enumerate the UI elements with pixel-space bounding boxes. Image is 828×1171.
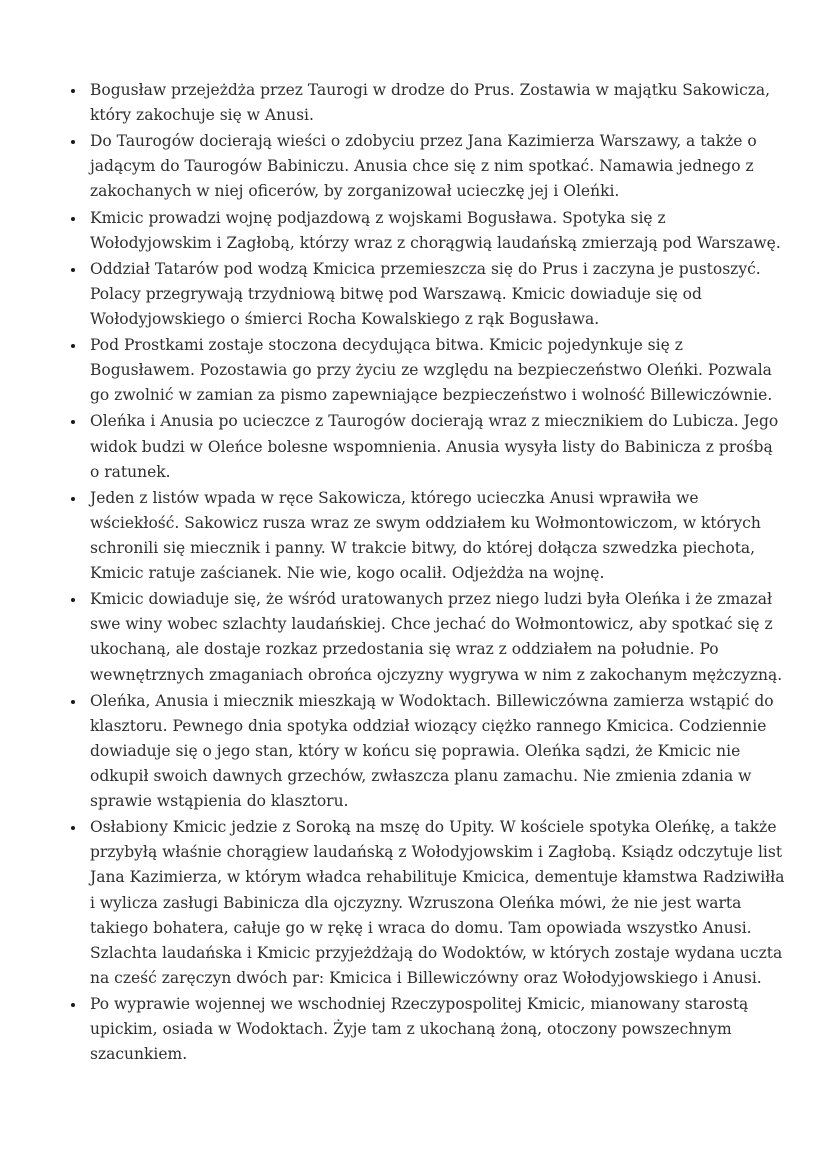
- list-item: • Kmicic prowadzi wojnę podjazdową z wojskami Bogusława. Spotyka się z Wołodyjowskim i Zagłobą, którzy wraz z chorągwią laudańską zmierzają pod Warszawę.: [86, 206, 786, 256]
- list-item: • Po wyprawie wojennej we wschodniej Rzeczypospolitej Kmicic, mianowany starostą upickim, osiada w Wodoktach. Żyje tam z ukochaną żoną, otoczony powszechnym szacunkiem.: [86, 992, 786, 1067]
- list-item: • Oddział Tatarów pod wodzą Kmicica przemieszcza się do Prus i zaczyna je pustoszyć. Polacy przegrywają trzydniową bitwę pod Warszawą. Kmicic dowiaduje się od Wołodyjowskiego o śmierci Rocha Kowalskiego z rąk Bogusława.: [86, 257, 786, 332]
- list-item: • Jeden z listów wpada w ręce Sakowicza, którego ucieczka Anusi wprawiła we wściekłość. Sakowicz rusza wraz ze swym oddziałem ku Wołmontowiczom, w których schronili się miecznik i panny. W trakcie bitwy, do której dołącza szwedzka piechota, Kmicic ratuje zaścianek. Nie wie, kogo ocalił. Odjeżdża na wojnę.: [86, 486, 786, 586]
- list-item: • Pod Prostkami zostaje stoczona decydująca bitwa. Kmicic pojedynkuje się z Bogusławem. Pozostawia go przy życiu ze względu na bezpieczeństwo Oleńki. Pozwala go zwolnić w zamian za pismo zapewniające bezpieczeństwo i wolność Billewiczównie.: [86, 333, 786, 408]
- list-item: • Osłabiony Kmicic jedzie z Soroką na mszę do Upity. W kościele spotyka Oleńkę, a także przybyłą właśnie chorągiew laudańską z Wołodyjowskim i Zagłobą. Ksiądz odczytuje list Jana Kazimierza, w którym władca rehabilituje Kmicica, dementuje kłamstwa Radziwiłła i wylicza zasługi Babinicza dla ojczyzny. Wzruszona Oleńka mówi, że nie jest warta takiego bohatera, całuje go w rękę i wraca do domu. Tam opowiada wszystko Anusi. Szlachta laudańska i Kmicic przyjeżdżają do Wodoktów, w których zostaje wydana uczta na cześć zaręczyn dwóch par: Kmicica i Billewiczówny oraz Wołodyjowskiego i Anusi.: [86, 815, 786, 991]
- summary-list: [64, 78, 786, 1067]
- list-item: • Bogusław przejeżdża przez Taurogi w drodze do Prus. Zostawia w majątku Sakowicza, który zakochuje się w Anusi.: [86, 78, 786, 128]
- list-item: • Oleńka i Anusia po ucieczce z Taurogów docierają wraz z miecznikiem do Lubicza. Jego widok budzi w Oleńce bolesne wspomnienia. Anusia wysyła listy do Babinicza z prośbą o ratunek.: [86, 409, 786, 484]
- list-item: • Kmicic dowiaduje się, że wśród uratowanych przez niego ludzi była Oleńka i że zmazał swe winy wobec szlachty laudańskiej. Chce jechać do Wołmontowicz, aby spotkać się z ukochaną, ale dostaje rozkaz przedostania się wraz z oddziałem na południe. Po wewnętrznych zmaganiach obrońca ojczyzny wygrywa w nim z zakochanym mężczyzną.: [86, 587, 786, 687]
- list-item: • Oleńka, Anusia i miecznik mieszkają w Wodoktach. Billewiczówna zamierza wstąpić do klasztoru. Pewnego dnia spotyka oddział wiozący ciężko rannego Kmicica. Codziennie dowiaduje się o jego stan, który w końcu się poprawia. Oleńka sądzi, że Kmicic nie odkupił swoich dawnych grzechów, zwłaszcza planu zamachu. Nie zmienia zdania w sprawie wstąpienia do klasztoru.: [86, 689, 786, 815]
- list-item: • Do Taurogów docierają wieści o zdobyciu przez Jana Kazimierza Warszawy, a także o jadącym do Taurogów Babiniczu. Anusia chce się z nim spotkać. Namawia jednego z zakochanych w niej oficerów, by zorganizował ucieczkę jej i Oleńki.: [86, 129, 786, 204]
